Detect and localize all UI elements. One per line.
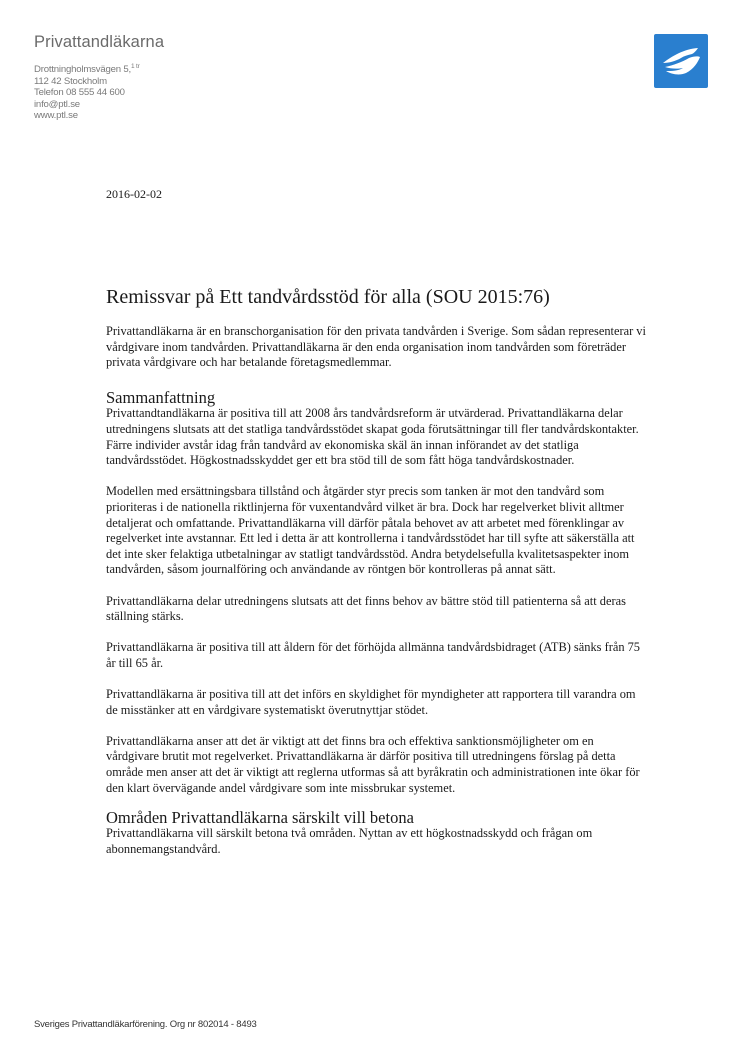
document-body [106, 324, 646, 873]
summary-paragraph: Privattandläkarna anser att det är viktigt att det finns bra och effektiva sanktionsmöjligheter om en vårdgivare brutit mot regelverket. Privattandläkarna är därför positiva till utredningens förslag på detta område men anser att det är viktigt att reglerna utformas så att byråkratin och administrationen inte ökar för den klart övervägande andel vårdgivare som inte missbrukar systemet. [106, 733, 640, 795]
summary-paragraph: Privattandtandläkarna är positiva till att 2008 års tandvårdsreform är utvärderad. Privattandläkarna delar utredningens slutsats att det statliga tandvårdsstödet skapat goda förutsättningar till fler tandvårdskontakter. Färre individer avstår idag från tandvård av ekonomiska skäl än innan införandet av det statliga tandvårdsstödet. Högkostnadsskyddet ger ett bra stöd till de som fått höga tandvårdskostnader. [106, 406, 639, 468]
lips-logo-icon [654, 34, 708, 88]
document-date: 2016-02-02 [106, 187, 162, 201]
address-street: Drottningholmsvägen 5, [34, 64, 131, 75]
address-city: 112 42 Stockholm [34, 75, 107, 87]
summary-paragraph: Privattandläkarna delar utredningens slutsats att det finns behov av bättre stöd till patienterna så att deras ställning stärks. [106, 593, 626, 624]
section-heading-summary: Sammanfattning [106, 388, 216, 408]
summary-paragraph: Privattandläkarna är positiva till att det införs en skyldighet för myndigheter att rapportera till varandra om de misstänker att en vårdgivare systematiskt överutnyttjar stödet. [106, 687, 636, 717]
section-heading-emphasis: Områden Privattandläkarna särskilt vill betona [106, 808, 414, 828]
footer-text: Sveriges Privattandläkarförening. Org nr 802014 - 8493 [34, 1019, 257, 1030]
document-title: Remissvar på Ett tandvårdsstöd för alla (SOU 2015:76) [106, 286, 550, 308]
address-floor: 1 tr [130, 63, 140, 70]
intro-paragraph: Privattandläkarna är en branschorganisation för den privata tandvården i Sverige. Som sådan representerar vi vårdgivare inom tandvården. Privattandläkarna är den enda organisation inom tandvården som företräder privata vårdgivare och har betalande företagsmedlemmar. [106, 324, 646, 370]
summary-paragraph: Privattandläkarna är positiva till att åldern för det förhöjda allmänna tandvårdsbidraget (ATB) sänks från 75 år till 65 år. [106, 640, 641, 670]
contact-block [34, 64, 140, 122]
org-name: Privattandläkarna [34, 33, 165, 51]
emphasis-paragraph: Privattandläkarna vill särskilt betona två områden. Nyttan av ett högkostnadsskydd och frågan om abonnemangstandvård. [106, 826, 593, 856]
email-address: info@ptl.se [34, 98, 80, 110]
address-line [34, 64, 140, 76]
website-address: www.ptl.se [34, 110, 78, 122]
phone-number: Telefon 08 555 44 600 [34, 87, 125, 99]
summary-paragraph: Modellen med ersättningsbara tillstånd och åtgärder styr precis som tanken är mot den tandvård som prioriteras i de nationella riktlinjerna för vuxentandvård vilket är bra. Dock har regelverket blivit alltmer detaljerat och omfattande. Privattandläkarna vill därför påtala behovet av att arbetet med förenklingar av regelverket inte avstannar. Ett led i detta är att kontrollerna i tandvårdsstödet har till syfte att säkerställa att det inte sker felaktiga utbetalningar av statligt tandvårdsstöd. Andra betydelsefulla kvalitetsaspekter inom tandvården, såsom journalföring och användande av röntgen bör kontrolleras på annat sätt. [106, 484, 635, 577]
